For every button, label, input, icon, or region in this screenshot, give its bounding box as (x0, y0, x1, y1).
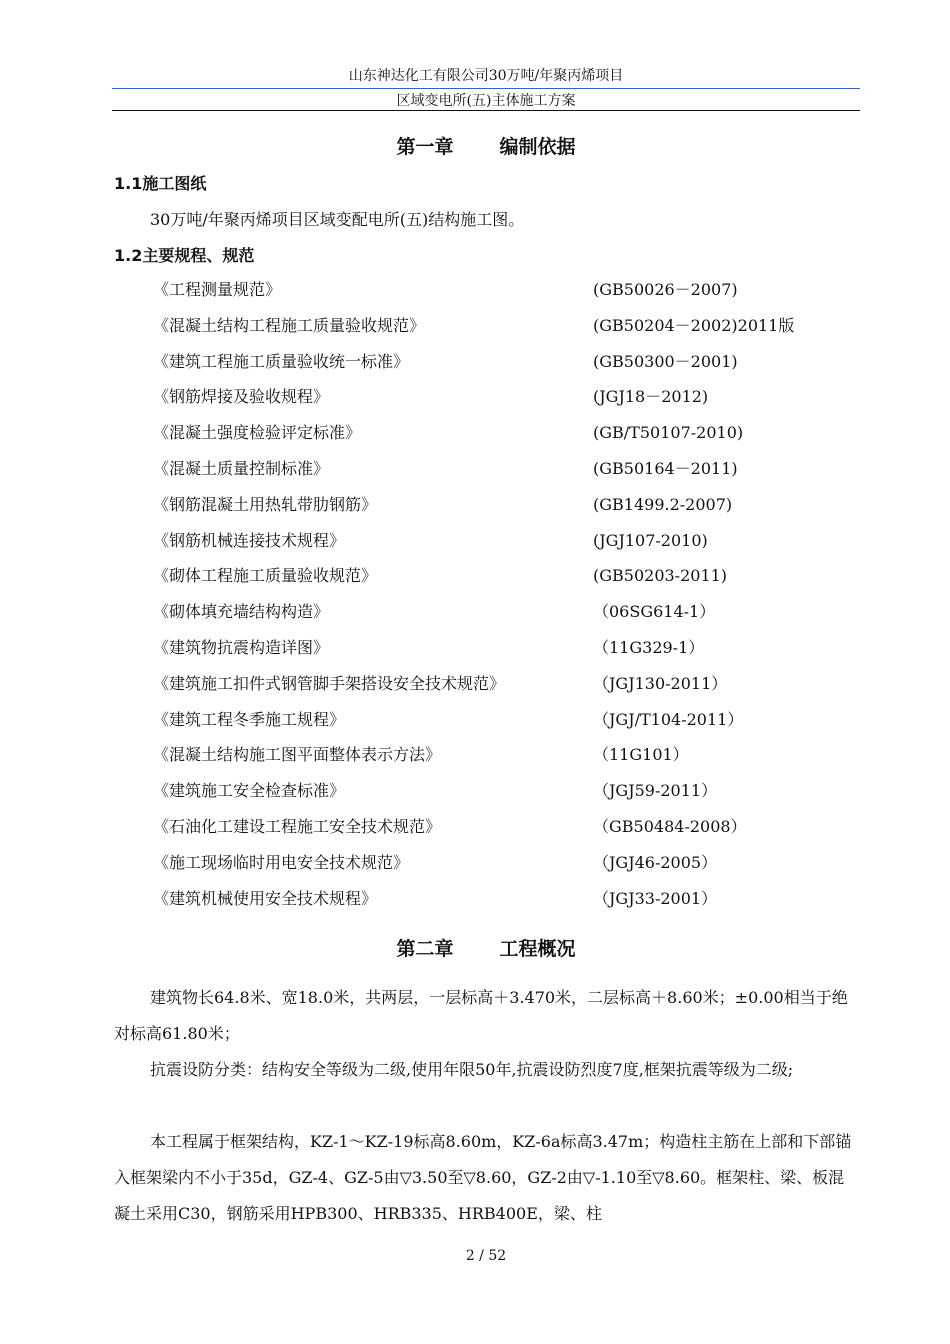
standard-name: 《建筑施工安全检查标准》 (153, 781, 346, 801)
standard-code: (GB50164－2011) (593, 459, 738, 478)
standard-code: （06SG614-1） (593, 602, 716, 622)
section-1-1-text: 30万吨/年聚丙烯项目区域变配电所(五)结构施工图。 (150, 210, 525, 229)
standard-item (0, 708, 950, 744)
section-1-2-heading: 1.2主要规程、规范 (114, 246, 255, 265)
standard-item (0, 457, 950, 493)
standard-name: 《施工现场临时用电安全技术规范》 (153, 852, 410, 872)
standard-code: （JGJ130-2011） (593, 673, 728, 693)
header-company-project: 山东神达化工有限公司30万吨/年聚丙烯项目 (348, 68, 624, 84)
standard-item (0, 493, 950, 529)
standard-code: (GB50300－2001) (593, 351, 738, 371)
standard-item (0, 815, 950, 851)
standard-code: (JGJ18－2012) (593, 387, 709, 407)
standard-code: (GB50204－2002)2011版 (593, 315, 795, 335)
standard-item (0, 350, 950, 386)
standard-code: （11G329-1） (593, 638, 705, 657)
standard-name: 《混凝土质量控制标准》 (153, 459, 330, 478)
standard-code: （JGJ33-2001） (593, 888, 718, 908)
standard-name: 《建筑机械使用安全技术规程》 (153, 888, 378, 908)
standard-item (0, 385, 950, 421)
standard-code: (GB/T50107-2010) (593, 423, 744, 443)
overview-paragraph-3: 本工程属于框架结构，KZ-1～KZ-19标高8.60m，KZ-6a标高3.47m；构造柱主筋在上部和下部锚入框架梁内不小于35d，GZ-4、GZ-5由▽3.50至▽8.60，GZ-2由▽-1.10至▽8.60。框架柱、梁、板混凝土采用C30，钢筋采用HPB300、HRB335、HRB400E，梁、柱 (114, 1132, 852, 1223)
chapter-1-heading (112, 134, 860, 160)
overview-paragraph-2: 抗震设防分类：结构安全等级为二级,使用年限50年,抗震设防烈度7度,框架抗震等级为二级; (150, 1060, 794, 1079)
chapter-1-title: 编制依据 (499, 136, 576, 158)
standard-name: 《建筑施工扣件式钢管脚手架搭设安全技术规范》 (153, 673, 506, 693)
standard-name: 《钢筋混凝土用热轧带肋钢筋》 (153, 494, 378, 514)
standard-item (0, 564, 950, 600)
standard-item (0, 672, 950, 708)
header-document-title: 区域变电所(五)主体施工方案 (396, 93, 576, 109)
standard-code: （JGJ46-2005） (593, 852, 718, 872)
chapter-2-heading (112, 936, 860, 962)
header-divider-black (112, 110, 860, 111)
standard-code: (GB1499.2-2007) (593, 494, 733, 514)
standard-code: （JGJ59-2011） (593, 781, 718, 801)
standard-code: （GB50484-2008） (593, 817, 747, 836)
standard-code: (JGJ107-2010) (593, 530, 708, 550)
chapter-1-number: 第一章 (396, 136, 454, 158)
standard-item (0, 314, 950, 350)
overview-paragraph-1: 建筑物长64.8米、宽18.0米，共两层，一层标高＋3.470米，二层标高＋8.60米；±0.00相当于绝对标高61.80米； (114, 988, 848, 1043)
chapter-2-title: 工程概况 (499, 938, 576, 960)
page-number: 2 / 52 (465, 1248, 507, 1264)
standard-name: 《钢筋机械连接技术规程》 (153, 530, 346, 550)
standard-item (0, 600, 950, 636)
standard-item (0, 743, 950, 779)
standard-name: 《工程测量规范》 (153, 280, 282, 299)
standard-code: （11G101） (593, 745, 689, 765)
standard-name: 《混凝土结构工程施工质量验收规范》 (153, 315, 426, 335)
standard-name: 《建筑工程施工质量验收统一标准》 (153, 351, 410, 371)
standard-name: 《混凝土强度检验评定标准》 (153, 423, 362, 443)
standard-name: 《建筑物抗震构造详图》 (153, 638, 330, 657)
section-1-1-heading: 1.1施工图纸 (114, 174, 207, 193)
standard-name: 《砌体填充墙结构构造》 (153, 602, 330, 622)
standard-code: (GB50026－2007) (593, 280, 738, 299)
standard-item (0, 779, 950, 815)
standard-item (0, 887, 950, 923)
standard-item (0, 421, 950, 457)
standard-name: 《石油化工建设工程施工安全技术规范》 (153, 817, 442, 836)
header-divider-blue (112, 88, 860, 89)
standard-item (0, 529, 950, 565)
standard-code: (GB50203-2011) (593, 566, 728, 586)
standard-name: 《混凝土结构施工图平面整体表示方法》 (153, 745, 442, 765)
standard-name: 《钢筋焊接及验收规程》 (153, 387, 330, 407)
chapter-2-number: 第二章 (396, 938, 454, 960)
standard-item (0, 278, 950, 314)
standard-code: （JGJ/T104-2011） (593, 709, 744, 729)
standard-name: 《砌体工程施工质量验收规范》 (153, 566, 378, 586)
standard-name: 《建筑工程冬季施工规程》 (153, 709, 346, 729)
standard-item (0, 636, 950, 672)
standard-item (0, 851, 950, 887)
